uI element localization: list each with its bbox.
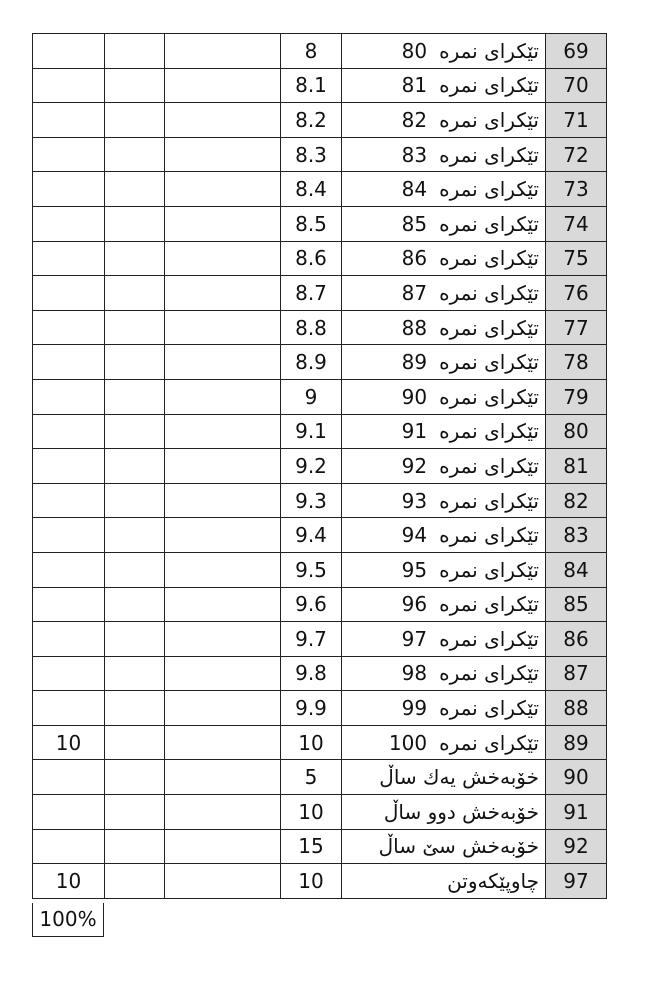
cell-row-number[interactable]: 80 [546,414,607,449]
cell-row-number[interactable]: 76 [546,276,607,311]
cell-points[interactable] [33,656,105,691]
description-label: تێكرای نمرە [439,350,539,375]
table-row [33,795,607,830]
cell-points[interactable] [33,379,105,414]
cell-empty-b[interactable] [105,172,165,207]
cell-empty-c[interactable] [165,829,281,864]
table-row [33,829,607,864]
description-label: تێكرای نمرە [439,453,539,478]
cell-row-number[interactable]: 90 [546,760,607,795]
description-score: 92 [401,453,428,478]
cell-description[interactable] [342,829,546,864]
cell-empty-b[interactable] [105,518,165,553]
cell-description[interactable] [342,206,546,241]
cell-description[interactable] [342,241,546,276]
description-score: 100 [388,730,428,755]
cell-grade[interactable]: 8.4 [281,172,342,207]
cell-empty-c[interactable] [165,345,281,380]
cell-description[interactable] [342,622,546,657]
description-label: خۆبەخش سێ ساڵ [378,834,539,859]
cell-empty-b[interactable] [105,829,165,864]
cell-empty-b[interactable] [105,345,165,380]
cell-row-number[interactable]: 83 [546,518,607,553]
cell-row-number[interactable]: 81 [546,449,607,484]
cell-empty-c[interactable] [165,449,281,484]
table-row [33,310,607,345]
cell-row-number[interactable]: 71 [546,103,607,138]
cell-grade[interactable]: 10 [281,725,342,760]
table-row [33,725,607,760]
cell-description[interactable] [342,760,546,795]
cell-points[interactable] [33,518,105,553]
cell-grade[interactable]: 9.3 [281,483,342,518]
table-row [33,68,607,103]
cell-row-number[interactable]: 84 [546,552,607,587]
cell-points[interactable] [33,137,105,172]
cell-empty-c[interactable] [165,310,281,345]
table-row [33,864,607,899]
cell-empty-c[interactable] [165,483,281,518]
description-score: 94 [401,523,428,548]
cell-empty-c[interactable] [165,552,281,587]
description-score: 90 [401,384,428,409]
cell-grade[interactable]: 8.7 [281,276,342,311]
description-label: تێكرای نمرە [439,696,539,721]
description-label: خۆبەخش یەك ساڵ [379,765,539,790]
cell-empty-c[interactable] [165,760,281,795]
cell-grade[interactable]: 9.2 [281,449,342,484]
cell-empty-b[interactable] [105,310,165,345]
description-label: تێكرای نمرە [439,488,539,513]
cell-empty-c[interactable] [165,691,281,726]
description-score: 84 [401,177,428,202]
cell-empty-b[interactable] [105,587,165,622]
table-row [33,103,607,138]
cell-description[interactable] [342,137,546,172]
table-row [33,518,607,553]
cell-empty-b[interactable] [105,34,165,69]
cell-empty-b[interactable] [105,414,165,449]
description-label: تێكرای نمرە [439,661,539,686]
cell-grade[interactable]: 10 [281,864,342,899]
cell-empty-c[interactable] [165,587,281,622]
cell-row-number[interactable]: 92 [546,829,607,864]
table-row [33,414,607,449]
total-cell[interactable]: 100% [32,903,104,937]
cell-row-number[interactable]: 97 [546,864,607,899]
cell-empty-b[interactable] [105,68,165,103]
description-label: تێكرای نمرە [439,107,539,132]
cell-points[interactable] [33,34,105,69]
cell-row-number[interactable]: 85 [546,587,607,622]
description-score: 93 [401,488,428,513]
cell-row-number[interactable]: 77 [546,310,607,345]
cell-grade[interactable]: 10 [281,795,342,830]
description-label: تێكرای نمرە [439,280,539,305]
cell-points[interactable] [33,449,105,484]
description-score: 95 [401,557,428,582]
cell-empty-b[interactable] [105,691,165,726]
cell-points[interactable] [33,760,105,795]
table-row [33,34,607,69]
cell-empty-c[interactable] [165,172,281,207]
cell-grade[interactable]: 8.5 [281,206,342,241]
description-label: تێكرای نمرە [439,73,539,98]
cell-description[interactable] [342,172,546,207]
description-score: 88 [401,315,428,340]
table-row [33,206,607,241]
cell-description[interactable] [342,345,546,380]
cell-points[interactable] [33,587,105,622]
cell-grade[interactable]: 9.5 [281,552,342,587]
cell-description[interactable] [342,691,546,726]
cell-description[interactable] [342,725,546,760]
cell-row-number[interactable]: 78 [546,345,607,380]
table-row [33,760,607,795]
cell-grade[interactable]: 8 [281,34,342,69]
cell-description[interactable] [342,68,546,103]
cell-grade[interactable]: 9.4 [281,518,342,553]
table-row [33,587,607,622]
cell-row-number[interactable]: 70 [546,68,607,103]
table-row [33,241,607,276]
description-label: تێكرای نمرە [439,592,539,617]
cell-grade[interactable]: 15 [281,829,342,864]
cell-row-number[interactable]: 86 [546,622,607,657]
cell-row-number[interactable]: 87 [546,656,607,691]
cell-grade[interactable]: 9.8 [281,656,342,691]
cell-empty-c[interactable] [165,518,281,553]
cell-empty-c[interactable] [165,34,281,69]
cell-description[interactable] [342,310,546,345]
table-row [33,483,607,518]
cell-empty-c[interactable] [165,656,281,691]
description-label: تێكرای نمرە [439,246,539,271]
cell-row-number[interactable]: 91 [546,795,607,830]
cell-grade[interactable]: 5 [281,760,342,795]
description-score: 91 [401,419,428,444]
cell-grade[interactable]: 8.2 [281,103,342,138]
description-label: تێكرای نمرە [439,38,539,63]
cell-points[interactable] [33,68,105,103]
cell-empty-b[interactable] [105,795,165,830]
table-row [33,172,607,207]
description-score: 86 [401,246,428,271]
description-label: تێكرای نمرە [439,211,539,236]
cell-points[interactable] [33,552,105,587]
cell-points[interactable] [33,310,105,345]
cell-empty-b[interactable] [105,725,165,760]
description-score: 98 [401,661,428,686]
cell-empty-c[interactable] [165,864,281,899]
cell-empty-c[interactable] [165,622,281,657]
cell-points[interactable]: 10 [33,725,105,760]
cell-row-number[interactable]: 73 [546,172,607,207]
description-label: تێكرای نمرە [439,315,539,340]
table-row [33,137,607,172]
cell-description[interactable] [342,483,546,518]
table-row [33,345,607,380]
description-score: 81 [401,73,428,98]
cell-row-number[interactable]: 72 [546,137,607,172]
cell-row-number[interactable]: 74 [546,206,607,241]
cell-description[interactable] [342,656,546,691]
cell-points[interactable] [33,829,105,864]
cell-points[interactable] [33,345,105,380]
cell-row-number[interactable]: 82 [546,483,607,518]
cell-empty-c[interactable] [165,137,281,172]
cell-grade[interactable]: 9 [281,379,342,414]
description-label: تێكرای نمرە [439,557,539,582]
cell-empty-b[interactable] [105,241,165,276]
cell-points[interactable] [33,795,105,830]
cell-points[interactable] [33,276,105,311]
cell-grade[interactable]: 8.8 [281,310,342,345]
cell-points[interactable] [33,206,105,241]
table-row [33,276,607,311]
cell-empty-b[interactable] [105,379,165,414]
cell-grade[interactable]: 8.3 [281,137,342,172]
table-row [33,449,607,484]
cell-empty-b[interactable] [105,137,165,172]
cell-empty-b[interactable] [105,103,165,138]
cell-description[interactable] [342,518,546,553]
cell-row-number[interactable]: 79 [546,379,607,414]
cell-grade[interactable]: 9.6 [281,587,342,622]
grade-table-body [33,34,607,899]
cell-empty-b[interactable] [105,483,165,518]
cell-description[interactable] [342,414,546,449]
description-label: چاوپێکەوتن [447,869,539,894]
cell-description[interactable] [342,34,546,69]
table-row [33,656,607,691]
table-row [33,379,607,414]
description-label: تێكرای نمرە [439,384,539,409]
cell-empty-c[interactable] [165,206,281,241]
cell-row-number[interactable]: 69 [546,34,607,69]
cell-grade[interactable]: 8.6 [281,241,342,276]
cell-points[interactable] [33,172,105,207]
cell-grade[interactable]: 8.9 [281,345,342,380]
description-label: تێكرای نمرە [439,523,539,548]
description-score: 96 [401,592,428,617]
description-label: خۆبەخش دوو ساڵ [383,799,539,824]
table-row [33,552,607,587]
cell-empty-c[interactable] [165,379,281,414]
description-label: تێكرای نمرە [439,142,539,167]
description-score: 83 [401,142,428,167]
description-score: 99 [401,696,428,721]
description-score: 97 [401,626,428,651]
cell-description[interactable] [342,449,546,484]
description-score: 89 [401,350,428,375]
table-row [33,622,607,657]
cell-description[interactable] [342,552,546,587]
description-label: تێكرای نمرە [439,177,539,202]
cell-empty-c[interactable] [165,103,281,138]
cell-description[interactable] [342,864,546,899]
description-label: تێكرای نمرە [439,730,539,755]
cell-description[interactable] [342,379,546,414]
cell-empty-c[interactable] [165,414,281,449]
table-row [33,691,607,726]
cell-empty-c[interactable] [165,725,281,760]
cell-row-number[interactable]: 75 [546,241,607,276]
cell-grade[interactable]: 9.9 [281,691,342,726]
description-score: 80 [401,38,428,63]
description-label: تێكرای نمرە [439,419,539,444]
cell-empty-b[interactable] [105,622,165,657]
cell-row-number[interactable]: 88 [546,691,607,726]
grade-table [32,33,607,899]
cell-empty-b[interactable] [105,206,165,241]
cell-empty-c[interactable] [165,241,281,276]
cell-description[interactable] [342,276,546,311]
cell-points[interactable] [33,103,105,138]
cell-points[interactable]: 10 [33,864,105,899]
cell-points[interactable] [33,622,105,657]
cell-points[interactable] [33,414,105,449]
cell-empty-c[interactable] [165,276,281,311]
cell-description[interactable] [342,103,546,138]
description-score: 87 [401,280,428,305]
cell-empty-c[interactable] [165,68,281,103]
cell-empty-b[interactable] [105,552,165,587]
cell-empty-b[interactable] [105,760,165,795]
cell-points[interactable] [33,691,105,726]
description-label: تێكرای نمرە [439,626,539,651]
cell-points[interactable] [33,483,105,518]
cell-empty-b[interactable] [105,449,165,484]
cell-grade[interactable]: 9.1 [281,414,342,449]
cell-row-number[interactable]: 89 [546,725,607,760]
cell-empty-b[interactable] [105,656,165,691]
cell-description[interactable] [342,795,546,830]
cell-description[interactable] [342,587,546,622]
cell-empty-b[interactable] [105,276,165,311]
cell-empty-b[interactable] [105,864,165,899]
cell-empty-c[interactable] [165,795,281,830]
description-score: 85 [401,211,428,236]
cell-grade[interactable]: 9.7 [281,622,342,657]
cell-grade[interactable]: 8.1 [281,68,342,103]
cell-points[interactable] [33,241,105,276]
description-score: 82 [401,107,428,132]
